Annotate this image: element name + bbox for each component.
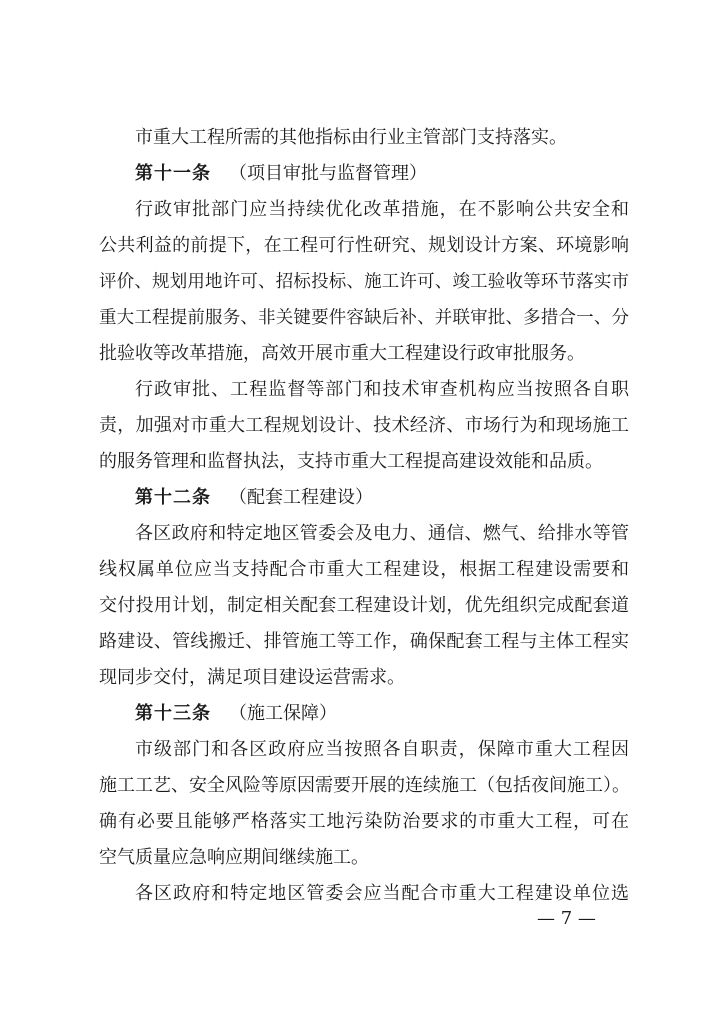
paragraph-line: 行政审批、工程监督等部门和技术审查机构应当按照各自职 <box>135 379 629 400</box>
article-heading-11 <box>135 163 427 185</box>
paragraph-line: 确有必要且能够严格落实工地污染防治要求的市重大工程，可在 <box>99 811 629 832</box>
paragraph-line: 重大工程提前服务、非关键要件容缺后补、并联审批、多措合一、分 <box>99 308 629 328</box>
paragraph-line: 市重大工程所需的其他指标由行业主管部门支持落实。 <box>135 127 567 148</box>
article-number: 第十三条 <box>135 703 211 724</box>
page-number: — 7 — <box>537 908 596 929</box>
paragraph-line: 线权属单位应当支持配合市重大工程建设，根据工程建设需要和 <box>99 559 629 580</box>
paragraph-line: 评价、规划用地许可、招标投标、施工许可、竣工验收等环节落实市 <box>99 272 629 292</box>
paragraph-line: 空气质量应急响应期间继续施工。 <box>99 847 369 868</box>
article-heading-12 <box>135 487 373 509</box>
paragraph-line: 交付投用计划，制定相关配套工程建设计划，优先组织完成配套道 <box>99 595 629 616</box>
article-heading-13 <box>135 703 337 725</box>
paragraph-line: 各区政府和特定地区管委会及电力、通信、燃气、给排水等管 <box>135 523 629 544</box>
paragraph-line: 施工工艺、安全风险等原因需要开展的连续施工（包括夜间施工）。 <box>99 775 630 796</box>
paragraph-line: 路建设、管线搬迁、排管施工等工作，确保配套工程与主体工程实 <box>99 631 629 652</box>
paragraph-line: 的服务管理和监督执法，支持市重大工程提高建设效能和品质。 <box>99 451 603 472</box>
paragraph-line: 现同步交付，满足项目建设运营需求。 <box>99 667 405 688</box>
article-title: （配套工程建设） <box>229 487 373 508</box>
paragraph-line: 批验收等改革措施，高效开展市重大工程建设行政审批服务。 <box>99 343 585 364</box>
article-number: 第十一条 <box>135 163 211 184</box>
article-title: （项目审批与监督管理） <box>229 163 427 184</box>
paragraph-line: 责，加强对市重大工程规划设计、技术经济、市场行为和现场施工 <box>99 415 629 436</box>
paragraph-line: 市级部门和各区政府应当按照各自职责，保障市重大工程因 <box>135 739 629 760</box>
paragraph-line: 各区政府和特定地区管委会应当配合市重大工程建设单位选 <box>135 883 629 904</box>
article-title: （施工保障） <box>229 703 337 724</box>
paragraph-line: 行政审批部门应当持续优化改革措施，在不影响公共安全和 <box>135 199 629 220</box>
article-number: 第十二条 <box>135 487 211 508</box>
paragraph-line: 公共利益的前提下，在工程可行性研究、规划设计方案、环境影响 <box>99 235 629 256</box>
